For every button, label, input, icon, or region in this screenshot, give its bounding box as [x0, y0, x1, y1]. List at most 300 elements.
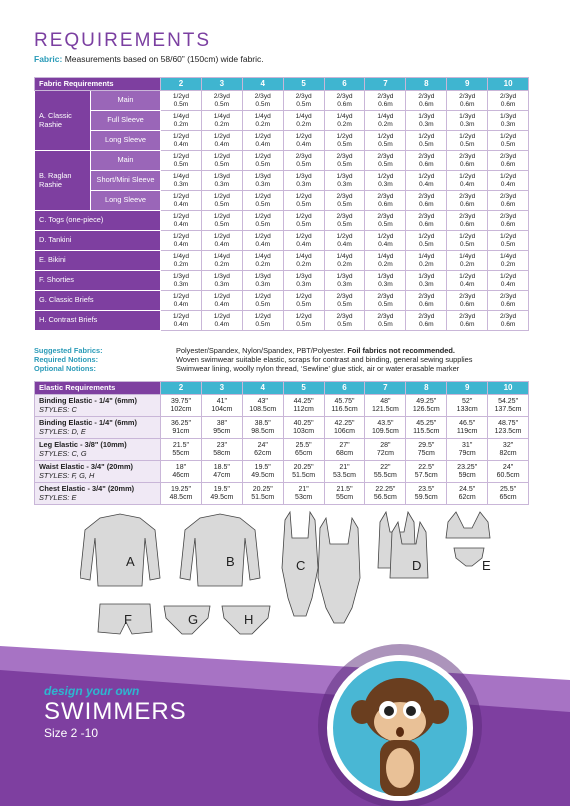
value-imperial: 2/3yd [336, 293, 353, 301]
value-metric: 0.2m [378, 120, 393, 128]
value-metric: 0.5m [378, 160, 393, 168]
fabric-amount [283, 91, 324, 111]
table-row [35, 417, 529, 439]
size-header: 6 [324, 382, 365, 395]
fabric-amount [365, 211, 406, 231]
value-metric: 0.5m [500, 240, 516, 248]
value-imperial: 2/3yd [418, 93, 435, 101]
value-imperial: 48.75" [498, 420, 519, 428]
value-metric: 0.5m [173, 100, 189, 108]
elastic-length [406, 461, 447, 483]
value-imperial: 2/3yd [336, 193, 353, 201]
notion-row [34, 355, 472, 364]
value-imperial: 29.5" [418, 442, 435, 450]
fabric-amount [242, 151, 283, 171]
elastic-styles: STYLES: C [39, 404, 77, 414]
value-metric: 0.5m [337, 300, 352, 308]
value-imperial: 1/2yd [172, 93, 190, 101]
fabric-amount [406, 191, 447, 211]
value-imperial: 23.25" [457, 464, 478, 472]
table-row [35, 131, 529, 151]
value-imperial: 1/4yd [172, 113, 190, 121]
elastic-length [324, 439, 365, 461]
value-imperial: 1/3yd [295, 273, 312, 281]
value-imperial: 1/2yd [459, 273, 476, 281]
value-imperial: 52" [462, 398, 473, 406]
fabric-amount [406, 111, 447, 131]
fabric-amount [283, 111, 324, 131]
size-header: 4 [242, 78, 283, 91]
size-header: 3 [201, 382, 242, 395]
value-imperial: 1/2yd [377, 133, 394, 141]
fabric-amount [324, 171, 365, 191]
fabric-amount [283, 271, 324, 291]
value-imperial: 1/2yd [500, 133, 517, 141]
value-metric: 0.2m [296, 120, 311, 128]
value-metric: 0.5m [214, 160, 230, 168]
fabric-amount [365, 251, 406, 271]
fabric-requirements-table [34, 77, 529, 331]
value-imperial: 44.25" [293, 398, 314, 406]
value-metric: 0.5m [378, 300, 393, 308]
value-metric: 119cm [456, 427, 478, 435]
fabric-amount [283, 251, 324, 271]
elastic-length [365, 439, 406, 461]
value-imperial: 1/2yd [377, 233, 394, 241]
fabric-amount [324, 251, 365, 271]
bikini-bottom-sketch [454, 548, 484, 566]
elastic-length [242, 417, 283, 439]
fabric-amount [283, 311, 324, 331]
value-metric: 49.5cm [210, 493, 234, 501]
value-imperial: 21" [298, 486, 309, 494]
value-metric: 0.3m [459, 120, 475, 128]
value-metric: 0.5m [255, 100, 271, 108]
value-metric: 0.3m [378, 280, 393, 288]
value-imperial: 1/2yd [336, 233, 353, 241]
value-imperial: 1/2yd [213, 133, 230, 141]
fabric-amount [161, 131, 202, 151]
elastic-length [242, 395, 283, 417]
fabric-amount [161, 151, 202, 171]
elastic-length [283, 483, 324, 505]
elastic-length [488, 461, 529, 483]
fabric-amount [324, 291, 365, 311]
value-metric: 51.5cm [292, 471, 316, 479]
value-metric: 0.6m [500, 320, 516, 328]
value-metric: 82cm [499, 449, 517, 457]
value-metric: 0.4m [296, 140, 311, 148]
value-metric: 55cm [172, 449, 190, 457]
value-imperial: 1/2yd [336, 133, 353, 141]
value-metric: 116.5cm [331, 405, 358, 413]
elastic-length [161, 395, 202, 417]
value-imperial: 2/3yd [295, 153, 312, 161]
size-header: 8 [406, 382, 447, 395]
value-metric: 0.3m [378, 180, 393, 188]
value-metric: 115.5cm [413, 427, 440, 435]
value-imperial: 1/3yd [377, 273, 394, 281]
elastic-length [161, 483, 202, 505]
elastic-length [242, 483, 283, 505]
value-imperial: 49.25" [416, 398, 437, 406]
fabric-amount [324, 111, 365, 131]
notion-value: Woven swimwear suitable elastic, scraps for contrast and binding, general sewing supplies [176, 355, 473, 364]
fabric-amount [447, 211, 488, 231]
fabric-amount [242, 211, 283, 231]
value-imperial: 39.75" [170, 398, 191, 406]
value-imperial: 46.5" [459, 420, 476, 428]
table-row [35, 231, 529, 251]
fabric-amount [488, 251, 529, 271]
value-metric: 0.4m [173, 200, 189, 208]
table-row [35, 91, 529, 111]
garment-part: Main [91, 91, 161, 111]
classic-briefs-sketch [164, 606, 210, 634]
value-metric: 0.5m [296, 200, 311, 208]
value-imperial: 1/2yd [295, 293, 312, 301]
value-metric: 0.2m [255, 120, 271, 128]
elastic-length [201, 395, 242, 417]
value-imperial: 1/3yd [254, 173, 271, 181]
elastic-length [406, 417, 447, 439]
fabric-amount [201, 271, 242, 291]
value-metric: 0.3m [173, 180, 189, 188]
value-imperial: 1/2yd [213, 153, 230, 161]
value-metric: 0.5m [214, 100, 230, 108]
value-metric: 0.6m [418, 320, 434, 328]
table-row [35, 271, 529, 291]
value-metric: 123.5cm [494, 427, 522, 435]
table-row [35, 291, 529, 311]
fabric-amount [161, 171, 202, 191]
size-header: 8 [406, 78, 447, 91]
sketch-label-f: F [124, 612, 132, 627]
value-imperial: 1/2yd [254, 153, 271, 161]
value-metric: 0.5m [214, 220, 230, 228]
fabric-amount [488, 291, 529, 311]
value-metric: 0.3m [296, 280, 311, 288]
value-imperial: 1/4yd [377, 113, 394, 121]
value-metric: 0.6m [500, 100, 516, 108]
elastic-length [242, 439, 283, 461]
value-metric: 0.4m [173, 240, 189, 248]
value-metric: 59.5cm [414, 493, 438, 501]
value-metric: 0.5m [296, 320, 311, 328]
value-imperial: 1/2yd [500, 173, 517, 181]
value-imperial: 1/2yd [295, 213, 312, 221]
elastic-length [283, 395, 324, 417]
size-header: 10 [488, 78, 529, 91]
value-metric: 0.4m [173, 220, 189, 228]
garment-name: C. Togs (one-piece) [35, 211, 161, 231]
elastic-styles: STYLES: C, G [39, 448, 87, 458]
size-header: 9 [447, 78, 488, 91]
elastic-length [406, 439, 447, 461]
fabric-amount [365, 271, 406, 291]
value-imperial: 1/3yd [459, 113, 476, 121]
fabric-amount [406, 151, 447, 171]
value-imperial: 2/3yd [254, 93, 271, 101]
elastic-length [406, 483, 447, 505]
value-imperial: 2/3yd [336, 313, 353, 321]
fabric-amount [201, 211, 242, 231]
value-imperial: 22.25" [375, 486, 396, 494]
value-metric: 0.4m [214, 300, 230, 308]
garment-part: Short/Mini Sleeve [91, 171, 161, 191]
value-metric: 56.5cm [373, 493, 397, 501]
value-imperial: 2/3yd [459, 93, 476, 101]
value-metric: 0.2m [337, 260, 352, 268]
table-row [35, 395, 529, 417]
fabric-amount [201, 291, 242, 311]
value-metric: 0.5m [255, 220, 271, 228]
value-metric: 0.6m [459, 100, 475, 108]
value-imperial: 1/3yd [418, 273, 435, 281]
value-metric: 0.2m [459, 260, 475, 268]
fabric-amount [365, 151, 406, 171]
garment-part: Full Sleeve [91, 111, 161, 131]
value-imperial: 19.5" [213, 486, 230, 494]
value-imperial: 1/4yd [295, 113, 312, 121]
fabric-amount [488, 151, 529, 171]
value-metric: 0.6m [378, 100, 393, 108]
elastic-type: Leg Elastic - 3/8" (10mm) [39, 440, 127, 449]
value-imperial: 1/4yd [459, 253, 476, 261]
value-imperial: 1/2yd [172, 193, 190, 201]
fabric-amount [324, 211, 365, 231]
value-imperial: 1/2yd [254, 133, 271, 141]
value-imperial: 1/2yd [418, 233, 435, 241]
value-metric: 0.4m [214, 140, 230, 148]
fabric-amount [242, 91, 283, 111]
fabric-amount [242, 191, 283, 211]
value-imperial: 2/3yd [336, 213, 353, 221]
value-imperial: 1/3yd [500, 113, 517, 121]
elastic-length [488, 483, 529, 505]
value-imperial: 21.5" [336, 486, 353, 494]
notion-warning: Foil fabrics not recommended. [347, 346, 455, 355]
value-metric: 0.3m [500, 120, 516, 128]
value-metric: 0.4m [418, 180, 434, 188]
fabric-amount [161, 311, 202, 331]
value-metric: 0.2m [214, 120, 230, 128]
value-metric: 0.4m [459, 280, 475, 288]
fabric-amount [447, 231, 488, 251]
value-imperial: 2/3yd [500, 193, 517, 201]
value-metric: 0.4m [173, 300, 189, 308]
value-metric: 133cm [456, 405, 478, 413]
value-metric: 0.5m [378, 320, 393, 328]
value-metric: 0.2m [173, 260, 189, 268]
bikini-top-sketch [446, 512, 490, 538]
value-metric: 0.5m [418, 140, 434, 148]
fabric-amount [242, 251, 283, 271]
fabric-amount [201, 251, 242, 271]
value-metric: 0.6m [459, 320, 475, 328]
value-imperial: 1/2yd [254, 313, 271, 321]
value-metric: 102cm [170, 405, 192, 413]
value-metric: 0.3m [214, 280, 230, 288]
value-metric: 0.2m [337, 120, 352, 128]
fabric-amount [161, 211, 202, 231]
table-row [35, 311, 529, 331]
size-header: 9 [447, 382, 488, 395]
value-imperial: 36.25" [170, 420, 191, 428]
elastic-length [447, 461, 488, 483]
value-metric: 62cm [458, 493, 476, 501]
value-imperial: 1/2yd [418, 133, 435, 141]
value-imperial: 21.5" [172, 442, 189, 450]
value-imperial: 2/3yd [418, 153, 435, 161]
elastic-name [35, 417, 161, 439]
garment-name: F. Shorties [35, 271, 161, 291]
fabric-amount [406, 311, 447, 331]
value-imperial: 1/2yd [295, 233, 312, 241]
value-metric: 95cm [213, 427, 231, 435]
value-metric: 53cm [295, 493, 313, 501]
value-imperial: 1/2yd [500, 273, 517, 281]
value-metric: 62cm [254, 449, 272, 457]
fabric-amount [324, 91, 365, 111]
value-imperial: 2/3yd [459, 313, 476, 321]
notion-key: Required Notions: [34, 355, 99, 364]
fabric-amount [283, 171, 324, 191]
value-imperial: 54.25" [498, 398, 519, 406]
elastic-length [365, 461, 406, 483]
value-imperial: 18.5" [213, 464, 230, 472]
value-imperial: 2/3yd [418, 293, 435, 301]
value-metric: 0.4m [173, 320, 189, 328]
elastic-styles: STYLES: D, E [39, 426, 86, 436]
fabric-amount [488, 231, 529, 251]
elastic-length [488, 417, 529, 439]
value-imperial: 1/2yd [418, 173, 435, 181]
garment-part: Long Sleeve [91, 191, 161, 211]
value-imperial: 40.25" [293, 420, 314, 428]
value-imperial: 1/2yd [459, 233, 476, 241]
elastic-name [35, 395, 161, 417]
togs-back-sketch [318, 518, 360, 623]
fabric-amount [324, 131, 365, 151]
value-imperial: 19.25" [170, 486, 191, 494]
value-metric: 0.6m [459, 220, 475, 228]
fabric-label: Fabric: [34, 54, 63, 64]
raglan-rashie-sketch [180, 514, 260, 586]
fabric-amount [161, 231, 202, 251]
elastic-table-header: Elastic Requirements [35, 382, 161, 395]
value-metric: 0.6m [459, 300, 475, 308]
value-imperial: 1/2yd [254, 213, 271, 221]
value-metric: 0.4m [337, 240, 352, 248]
value-imperial: 1/4yd [500, 253, 517, 261]
value-metric: 0.5m [337, 220, 352, 228]
value-imperial: 1/4yd [336, 113, 353, 121]
garment-name: G. Classic Briefs [35, 291, 161, 311]
fabric-amount [201, 171, 242, 191]
value-metric: 0.3m [173, 280, 189, 288]
value-imperial: 25.5" [500, 486, 517, 494]
elastic-name [35, 461, 161, 483]
fabric-amount [161, 91, 202, 111]
fabric-amount [242, 271, 283, 291]
value-imperial: 1/2yd [172, 133, 190, 141]
value-imperial: 1/2yd [500, 233, 517, 241]
size-header: 10 [488, 382, 529, 395]
value-metric: 0.6m [459, 160, 475, 168]
value-imperial: 1/2yd [254, 293, 271, 301]
sketch-label-e: E [482, 558, 491, 573]
fabric-amount [201, 231, 242, 251]
value-imperial: 41" [216, 398, 227, 406]
value-metric: 0.6m [500, 300, 516, 308]
fabric-amount [488, 271, 529, 291]
elastic-length [201, 439, 242, 461]
table-row [35, 211, 529, 231]
value-metric: 0.5m [255, 200, 271, 208]
value-imperial: 1/2yd [459, 173, 476, 181]
value-metric: 0.5m [500, 140, 516, 148]
value-metric: 0.4m [255, 140, 271, 148]
fabric-amount [406, 291, 447, 311]
value-imperial: 1/3yd [213, 173, 230, 181]
value-imperial: 1/4yd [254, 253, 271, 261]
fabric-amount [201, 131, 242, 151]
value-metric: 0.6m [418, 100, 434, 108]
value-metric: 91cm [172, 427, 190, 435]
value-imperial: 31" [462, 442, 473, 450]
value-metric: 60.5cm [496, 471, 520, 479]
fabric-amount [406, 251, 447, 271]
value-metric: 0.2m [255, 260, 271, 268]
value-imperial: 43.5" [377, 420, 394, 428]
notion-value: Swimwear lining, woolly nylon thread, ‘Sewline’ glue stick, air or water erasable marker [176, 364, 460, 373]
value-imperial: 42.25" [334, 420, 355, 428]
value-metric: 48.5cm [169, 493, 193, 501]
elastic-length [201, 461, 242, 483]
value-metric: 98.5cm [251, 427, 275, 435]
value-metric: 46cm [172, 471, 190, 479]
value-metric: 0.2m [296, 260, 311, 268]
value-imperial: 32" [502, 442, 514, 450]
value-imperial: 1/4yd [254, 113, 271, 121]
value-metric: 55cm [335, 493, 354, 501]
fabric-amount [161, 191, 202, 211]
value-imperial: 2/3yd [459, 193, 476, 201]
value-imperial: 2/3yd [377, 153, 394, 161]
value-metric: 0.3m [255, 180, 271, 188]
value-imperial: 2/3yd [336, 153, 353, 161]
value-imperial: 1/4yd [213, 253, 230, 261]
value-imperial: 1/2yd [172, 153, 190, 161]
elastic-name [35, 483, 161, 505]
value-metric: 103cm [293, 427, 315, 435]
table-row [35, 111, 529, 131]
fabric-amount [365, 191, 406, 211]
elastic-requirements-table [34, 381, 529, 505]
elastic-length [365, 483, 406, 505]
notions-block [34, 346, 472, 373]
value-imperial: 1/2yd [172, 293, 190, 301]
value-imperial: 27" [339, 442, 350, 450]
value-imperial: 2/3yd [295, 93, 312, 101]
fabric-table-header: Fabric Requirements [35, 78, 161, 91]
value-metric: 0.6m [500, 160, 516, 168]
fabric-amount [242, 291, 283, 311]
value-metric: 57.5cm [414, 471, 438, 479]
fabric-amount [283, 231, 324, 251]
fabric-amount [447, 131, 488, 151]
